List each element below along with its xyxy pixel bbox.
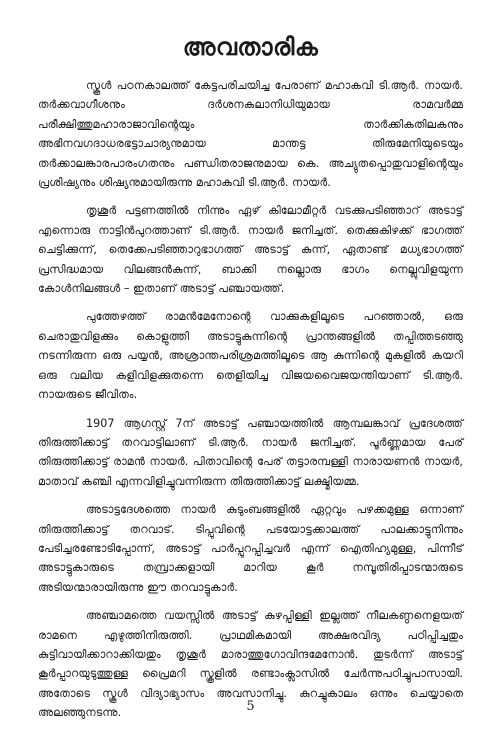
page-title: അവതാരിക [182, 33, 319, 61]
page-number: 5 [246, 699, 255, 714]
paragraph-1: സ്കൂൾ പഠനകാലത്ത് കേട്ടപരിചയിച്ച പേരാണ് മഹാകവി ടി.ആർ. നായർ. തർക്കവാഗീശനും ദർശനകലാനിധിയുമായ രാമവർമ്മ പരീക്ഷിത്തുമഹാരാജാവിന്റെയും താർക്കികതിലകനും അഭിനവഗദാധരഭട്ടാചാര്യനുമായ മാന്തട്ട തിരുമേനിയുടെയും തർക്കാലങ്കാരപാരംഗതനും പണ്ഡിതരാജനുമായ കെ. അച്യുതപ്പൊതുവാളിന്റെയും പ്രശിഷ്യനും ശിഷ്യനുമായിരുന്നു മഹാകവി ടി.ആർ. നായർ. [38, 79, 463, 190]
paragraph-5: അടാട്ടദേശത്തെ നായർ കുടുംബങ്ങളിൽ ഏറ്റവും പഴക്കമുള്ള ഒന്നാണ് തിരുത്തിക്കാട്ട് തറവാട്. ടിപ്പുവിന്റെ പടയോട്ടക്കാലത്ത് പാലക്കാട്ടുനിന്നും പേടിച്ചരണ്ടോടിപ്പോന്ന്, അടാട്ട് പാർപ്പുറപ്പിച്ചവർ എന്ന് ഐതിഹ്യമുള്ള, പിന്നീട് അടാട്ടുകാരുടെ തമ്പ്രാക്കളായി മാറിയ കൂർ നമ്പൂതിരിപ്പാടന്മാരുടെ അടിയന്മാരായിരുന്നു ഈ തറവാട്ടുകാർ. [38, 503, 463, 594]
paragraph-4: 1907 ആഗസ്റ്റ് 7ന് അടാട്ട് പഞ്ചായത്തിൽ ആമ്പലങ്കാവ് പ്രദേശത്ത് തിരുത്തിക്കാട്ട് തറവാട്ടിലാണ് ടി.ആർ. നായർ ജനിച്ചത്. പൂർണ്ണമായ പേര് തിരുത്തിക്കാട്ട് രാമൻ നായർ. പിതാവിന്റെ പേര് തട്ടാരമ്പള്ളി നാരായണൻ നായർ, മാതാവ് കഞ്ചി എന്നവിളിച്ചുവന്നിരുന്ന തിരുത്തിക്കാട്ട് ലക്ഷ്മിയമ്മ. [38, 416, 463, 488]
paragraph-2: തൃശൂർ പട്ടണത്തിൽ നിന്നും ഏഴ് കിലോമീറ്റർ വടക്കുപടിഞ്ഞാറ് അടാട്ട് എന്നൊരു നാട്ടിൻപുറത്താണ് ടി.ആർ. നായർ ജനിച്ചത്. തെക്കുകിഴക്ക് ഭാഗത്ത് ചെട്ടിക്കുന്ന്, തെക്കേപടിഞ്ഞാറുഭാഗത്ത് അടാട്ട് കുന്ന്, ഏതാണ്ട് മധ്യഭാഗത്ത് പ്രസിദ്ധമായ വിലങ്ങൻകുന്ന്, ബാക്കി നല്ലൊരു ഭാഗം നെല്ലുവിളയുന്ന കോൾനിലങ്ങൾ – ഇതാണ് അടാട്ട് പഞ്ചായത്ത്. [38, 204, 463, 296]
paragraph-6: അഞ്ചാമത്തെ വയസ്സിൽ അടാട്ട് കുഴപ്പിള്ളി ഇല്ലത്ത് നീലകണ്ഠനെളയത് രാമനെ എഴുത്തിനിരുത്തി. പ്രാഥമികമായി അക്ഷരവിദ്യ പഠിപ്പിച്ചതും കുട്ടിവായിക്കാറാക്കിയതും തൃശൂർ മാരാത്തുഗോവിന്ദമേനോൻ. തുടർന്ന് അടാട്ട് കൂർപ്പാറയുടുത്തുള്ള പ്രൈമറി സ്കൂളിൽ രണ്ടാംക്ലാസിൽ ചേർന്നുപഠിച്ചുപാസായി. അതോടെ സ്കൂൾ വിദ്യാഭ്യാസം അവസാനിച്ചു. കുറച്ചുകാലം ഒന്നും ചെയ്യാതെ അലഞ്ഞുനടന്നു. [38, 609, 463, 720]
paragraph-3: പുത്തേഴത്ത് രാമൻമേനോന്റെ വാക്കുകളിലൂടെ പറഞ്ഞാൽ, ഒരു ചെരാതുവിളക്കും കൊളുത്തി അടാട്ടുകുന്നിന്റെ പ്രാന്തങ്ങളിൽ തപ്പിത്തടഞ്ഞു നടന്നിരുന്ന ഒരു പയ്യൻ, അശ്രാന്തപരിശ്രമത്തിലൂടെ ആ കുന്നിന്റെ മുകളിൽ കയറി ഒരു വലിയ കളിവിളക്കുതന്നെ തെളിയിച്ച വിജയവൈജയന്തിയാണ് ടി.ആർ. നായരുടെ ജീവിതം. [38, 310, 463, 402]
